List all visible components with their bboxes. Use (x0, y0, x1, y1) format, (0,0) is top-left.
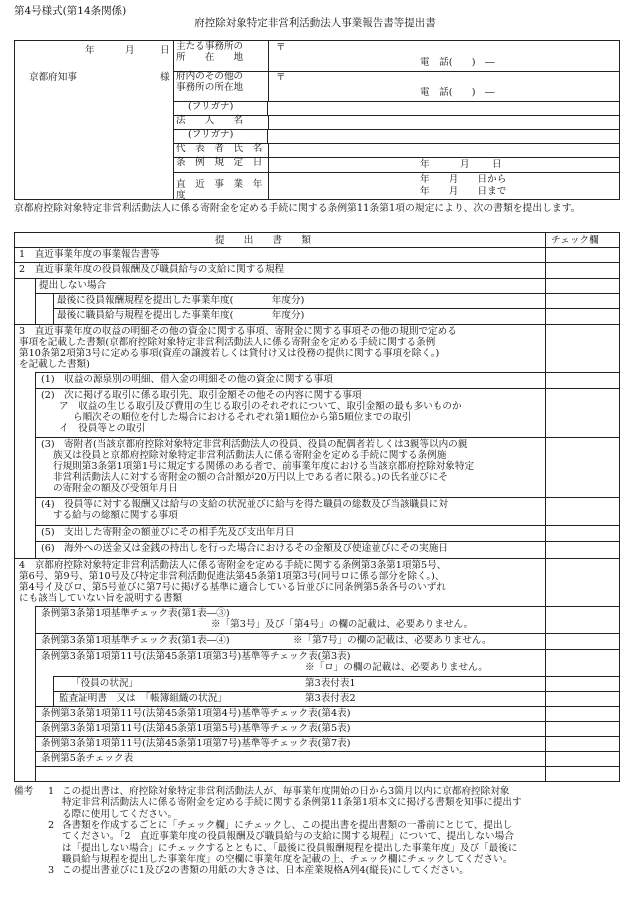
field-furigana-corp (173, 101, 619, 116)
row-4c1-ref: 第3表付表1 (305, 678, 356, 689)
row-4c2-ref: 第3表付表2 (305, 693, 356, 704)
row-3-3-line: (3) 寄附者(当該京都府控除対象特定非営利活動法人の役員、役員の配偶者若しくは3親等以内の親 (41, 439, 468, 450)
row-4a-line: 条例第3条第1項基準チェック表(第1表―③) (41, 608, 230, 619)
note-line: る際に使用してください。 (62, 808, 178, 820)
field-furigana-rep (173, 129, 619, 144)
row-4d: 条例第3条第1項第11号(法第45条第1項第4号)基準等チェック表(第4表) (41, 708, 351, 719)
date-month: 月 (460, 159, 470, 170)
addressee-column (15, 41, 174, 199)
label-line: 主たる事務所の (176, 41, 244, 52)
row-3-line: 3 直近事業年度の収益の明細その他の資金に関する事項、寄附金に関する事項その他の規則で定める (19, 326, 457, 337)
row-4e: 条例第3条第1項第11号(法第45条第1項第5号)基準等チェック表(第5表) (41, 723, 351, 734)
note-line: は「提出しない場合」にチェックするとともに、「最後に役員報酬規程を提出した事業年度」及び「最後に (62, 842, 518, 854)
honorific: 様 (160, 72, 170, 83)
row-4c-line: 条例第3条第1項第11号(法第45条第1項第3号)基準等チェック表(第3表) (41, 651, 351, 662)
label-line: (フリガナ) (188, 101, 234, 112)
row-3-line: 事項を記載した書類(京都府控除対象特定非営利活動法人に係る寄附金を定める手続に関する条例 (19, 337, 436, 348)
row-4a-note: ※「第3号」及び「第4号」の欄の記載は、必要ありません。 (211, 619, 474, 630)
phone-label: 電 話( ) ― (420, 87, 495, 98)
label-line: 府内のその他の (176, 71, 244, 82)
col-header-docs: 提 出 書 類 (215, 235, 311, 246)
row-3-3-line: 行規則第3条第1項第1号に規定する関係のある者で、前事業年度における当該京都府控除対象特定 (53, 461, 475, 472)
note-line: 職員給与規程を提出した事業年度」の空欄に事業年度を記載の上、チェック欄にチェックしてください。 (62, 853, 513, 865)
row-3-3-line: の寄附金の額及び受領年月日 (53, 483, 178, 494)
row-4f: 条例第3条第1項第11号(法第45条第1項第7号)基準等チェック表(第7表) (41, 738, 351, 749)
addressee: 京都府知事 (29, 72, 77, 83)
form-number: 第4号様式(第14条関係) (14, 5, 127, 17)
row-3-4-line: する給与の総額に関する事項 (53, 510, 178, 521)
date-day: 日 (160, 45, 170, 56)
header-block (14, 40, 620, 200)
row-4-line: 第4号イ及びロ、第5号並びに第7号に掲げる基準に適合している旨並びに同条例第5条各号のいずれ (19, 582, 446, 593)
notes (14, 786, 620, 877)
note-number: 2 (48, 819, 55, 831)
row-3-2-line: (2) 次に掲げる取引に係る取引先、取引金額その他その内容に関する事項 (41, 390, 362, 401)
period-to: 年 月 日まで (420, 186, 507, 197)
row-4g: 条例第5条チェック表 (41, 753, 134, 764)
label-line: 代 表 者 氏 名 (176, 143, 263, 154)
document-title: 府控除対象特定非営利活動法人事業報告書等提出書 (194, 17, 436, 29)
row-3-1: (1) 収益の源泉別の明細、借入金の明細その他の資金に関する事項 (41, 374, 333, 385)
row-4b-note: ※「第7号」の欄の記載は、必要ありません。 (293, 635, 492, 646)
row-2c: 最後に職員給与規程を提出した事業年度( 年度分) (57, 310, 305, 321)
label-line: 直 近 事 業 年 度 (176, 179, 272, 202)
note-item (14, 865, 620, 876)
row-4-line: にも該当していない旨を説明する書類 (19, 593, 183, 604)
postal-mark: 〒 (276, 42, 286, 53)
row-2a: 提出しない場合 (39, 280, 107, 291)
notes-heading: 備考 (14, 786, 34, 797)
row-3-line: を記載した書類) (19, 359, 90, 370)
row-4c-note: ※「ロ」の欄の記載は、必要ありません。 (305, 662, 488, 673)
note-number: 3 (48, 865, 55, 877)
row-4c2-label: 監査証明書 又は 「帳簿組織の状況」 (59, 693, 227, 704)
note-line: この提出書並びに1及び2の書類の用紙の大きさは、日本産業規格A列4(縦長)にしてください。 (62, 865, 469, 877)
row-3-5: (5) 支出した寄附金の額並びにその相手先及び支出年月日 (41, 527, 295, 538)
intro-text: 京都府控除対象特定非営利活動法人に係る寄附金を定める手続に関する条例第11条第1項の規定により、次の書類を提出します。 (14, 203, 581, 214)
note-number: 1 (48, 786, 55, 797)
documents-table (14, 232, 620, 782)
row-3-2-line: ら順次その順位を付した場合におけるそれぞれ第1順位から第5順位までの取引 (73, 412, 412, 423)
label-line: 法 人 名 (176, 115, 244, 126)
period-from: 年 月 日から (420, 174, 507, 185)
row-3-3-line: 非営利活動法人に対する寄附金の額の合計額が20万円以上である者に限る。)の氏名並びにそ (53, 472, 448, 483)
date-year: 年 (420, 159, 430, 170)
row-3-3-line: 族又は役員と京都府控除対象特定非営利活動法人に係る寄附金を定める手続に関する条例施 (53, 450, 447, 461)
note-line: 特定非営利活動法人に係る寄附金を定める手続に関する条例第11条第1項本文に掲げる書類を知事に提出す (62, 797, 522, 809)
note-line: てください。「2 直近事業年度の役員報酬及び職員給与の支給に関する規程」について、提出しない場合 (62, 831, 514, 843)
field-rep-name (173, 143, 619, 158)
label-line: (フリガナ) (188, 129, 234, 140)
row-3-6: (6) 海外への送金又は金銭の持出しを行った場合におけるその金額及び使途並びにその実施日 (41, 543, 448, 554)
label-line: 所 在 地 (176, 52, 244, 64)
row-4c1-label: 「役員の状況」 (71, 678, 139, 689)
field-corp-name (173, 115, 619, 130)
row-4-line: 4 京都府控除対象特定非営利活動法人に係る寄附金を定める手続に関する条例第3条第1項第5号、 (19, 560, 447, 571)
label-line: 条 例 規 定 日 (176, 157, 263, 168)
phone-label: 電 話( ) ― (420, 57, 495, 68)
date-year: 年 (85, 45, 95, 56)
row-3-2-line: イ 役員等との取引 (59, 423, 146, 434)
field-main-office (173, 41, 619, 72)
row-2: 2 直近事業年度の役員報酬及び職員給与の支給に関する規程 (19, 264, 285, 275)
row-3-4-line: (4) 役員等に対する報酬又は給与の支給の状況並びに給与を得た職員の総数及び当該職員に対 (41, 499, 448, 510)
postal-mark: 〒 (276, 72, 286, 83)
row-2b: 最後に役員報酬規程を提出した事業年度( 年度分) (57, 295, 305, 306)
row-4-line: 第6号、第9号、第10号及び特定非営利活動促進法第45条第1項第3号(同号ロに係る部分を除く。)、 (19, 571, 445, 582)
note-item (14, 820, 620, 865)
field-other-office (173, 71, 619, 102)
note-line: 各書類を作成するごとに「チェック欄」にチェックし、この提出書を提出書類の一番前にとじて、提出し (62, 819, 513, 831)
row-4b-line: 条例第3条第1項基準チェック表(第1表―④) (41, 635, 230, 646)
field-ordinance-date (173, 157, 619, 173)
note-line: この提出書は、府控除対象特定非営利活動法人が、毎事業年度開始の日から3箇月以内に京都府控除対象 (62, 786, 510, 797)
date-day: 日 (492, 159, 502, 170)
row-1: 1 直近事業年度の事業報告書等 (19, 249, 160, 260)
check-column (545, 233, 546, 781)
note-item (14, 786, 620, 820)
row-3-2-line: ア 収益の生じる取引及び費用の生じる取引のそれぞれについて、取引金額の最も多いものか (59, 401, 462, 412)
col-header-check: チェック欄 (551, 235, 599, 246)
row-3-line: 第10条第2項第3号に定める事項(資産の譲渡若しくは貸付け又は役務の提供に関する事項を除く。) (19, 348, 440, 359)
date-month: 月 (125, 45, 135, 56)
field-fiscal-year (173, 172, 619, 202)
label-line: 事務所の所在地 (176, 82, 244, 94)
